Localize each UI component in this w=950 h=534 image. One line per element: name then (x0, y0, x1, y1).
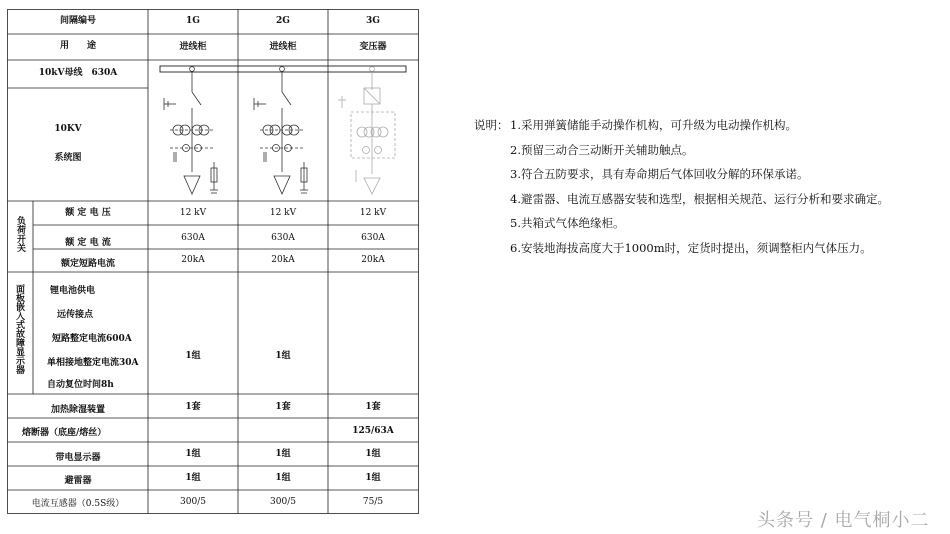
live-indicator-1g: 1组 (185, 449, 201, 459)
heater-1g: 1套 (185, 402, 201, 412)
note-item (474, 162, 889, 187)
busbar-label: 10kV母线 630A (38, 68, 118, 78)
col-3g-header: 3G (366, 16, 380, 26)
col-2g-header: 2G (276, 16, 290, 26)
note-text: 3.符合五防要求，具有寿命期后气体回收分解的环保承诺。 (510, 167, 809, 181)
system-voltage-label: 10KV (54, 124, 82, 134)
indicator-item: 短路整定电流600A (52, 334, 132, 344)
note-item (474, 138, 889, 163)
indicator-item: 单相接地整定电流30A (47, 358, 139, 368)
usage-2g: 进线柜 (269, 42, 297, 52)
interval-number-label: 间隔编号 (59, 16, 96, 26)
note-text: 4.避雷器、电流互感器安装和选型，根据相关规范、运行分析和要求确定。 (510, 191, 889, 206)
fuse-3g: 125/63A (352, 426, 394, 436)
rated-current-label: 额 定 电 流 (65, 238, 111, 248)
rated-voltage-2g: 12 kV (269, 208, 297, 218)
usage-3g: 变压器 (359, 42, 387, 52)
panel-3g-diagram (338, 67, 395, 194)
ct-1g: 300/5 (180, 497, 206, 507)
rated-current-3g: 630A (361, 233, 385, 243)
note-text: 5.共箱式气体绝缘柜。 (510, 216, 625, 230)
note-item (474, 187, 889, 212)
load-switch-group-label: 负荷开关 (15, 216, 25, 252)
ct-2g: 300/5 (270, 497, 296, 507)
live-indicator-3g: 1组 (365, 449, 381, 459)
col-1g-header: 1G (186, 16, 200, 26)
live-indicator-2g: 1组 (275, 449, 291, 459)
note-item (474, 236, 889, 261)
notes-block (474, 113, 889, 260)
usage-1g: 进线柜 (179, 42, 207, 52)
system-diagram-label: 系统图 (54, 153, 82, 163)
fuse-label: 熔断器（底座/熔丝） (22, 428, 107, 438)
rated-voltage-3g: 12 kV (359, 208, 387, 218)
note-text: 1.采用弹簧储能手动操作机构，可升级为电动操作机构。 (510, 118, 797, 132)
heater-label: 加热除湿装置 (50, 405, 105, 415)
note-text: 6.安装地海拔高度大于1000m时，定货时提出，须调整柜内气体压力。 (510, 240, 872, 255)
panel-2g-diagram (254, 67, 308, 194)
indicator-item: 自动复位时间8h (47, 380, 114, 390)
rated-short-circuit-2g: 20kA (271, 255, 295, 265)
live-indicator-label: 带电显示器 (55, 453, 101, 463)
arrester-3g: 1组 (365, 473, 381, 483)
indicator-1g: 1组 (185, 351, 201, 361)
note-item (474, 113, 889, 138)
watermark: 头条号 / 电气桐小二 (757, 510, 930, 531)
note-text: 2.预留三动合三动断开关辅助触点。 (510, 142, 694, 157)
indicator-item: 锂电池供电 (50, 286, 96, 296)
rated-voltage-1g: 12 kV (179, 208, 207, 218)
heater-2g: 1套 (275, 402, 291, 412)
notes-prefix: 说明： (474, 118, 509, 132)
arrester-label: 避雷器 (64, 476, 92, 486)
note-item (474, 211, 889, 236)
heater-3g: 1套 (365, 402, 381, 412)
indicator-2g: 1组 (275, 351, 291, 361)
rated-current-2g: 630A (271, 233, 295, 243)
rated-short-circuit-label: 额定短路电流 (60, 259, 115, 269)
rated-short-circuit-3g: 20kA (361, 255, 385, 265)
ct-label: 电流互感器（0.5S级） (31, 499, 125, 509)
fault-indicator-group-label: 面板嵌入式故障显示器 (14, 284, 24, 374)
ct-3g: 75/5 (362, 497, 384, 507)
arrester-1g: 1组 (185, 473, 201, 483)
rated-voltage-label: 额 定 电 压 (65, 208, 111, 218)
panel-1g-diagram (164, 67, 218, 194)
usage-label: 用 途 (59, 41, 96, 51)
arrester-2g: 1组 (275, 473, 291, 483)
rated-short-circuit-1g: 20kA (181, 255, 205, 265)
indicator-item: 远传接点 (57, 310, 94, 320)
rated-current-1g: 630A (181, 233, 205, 243)
